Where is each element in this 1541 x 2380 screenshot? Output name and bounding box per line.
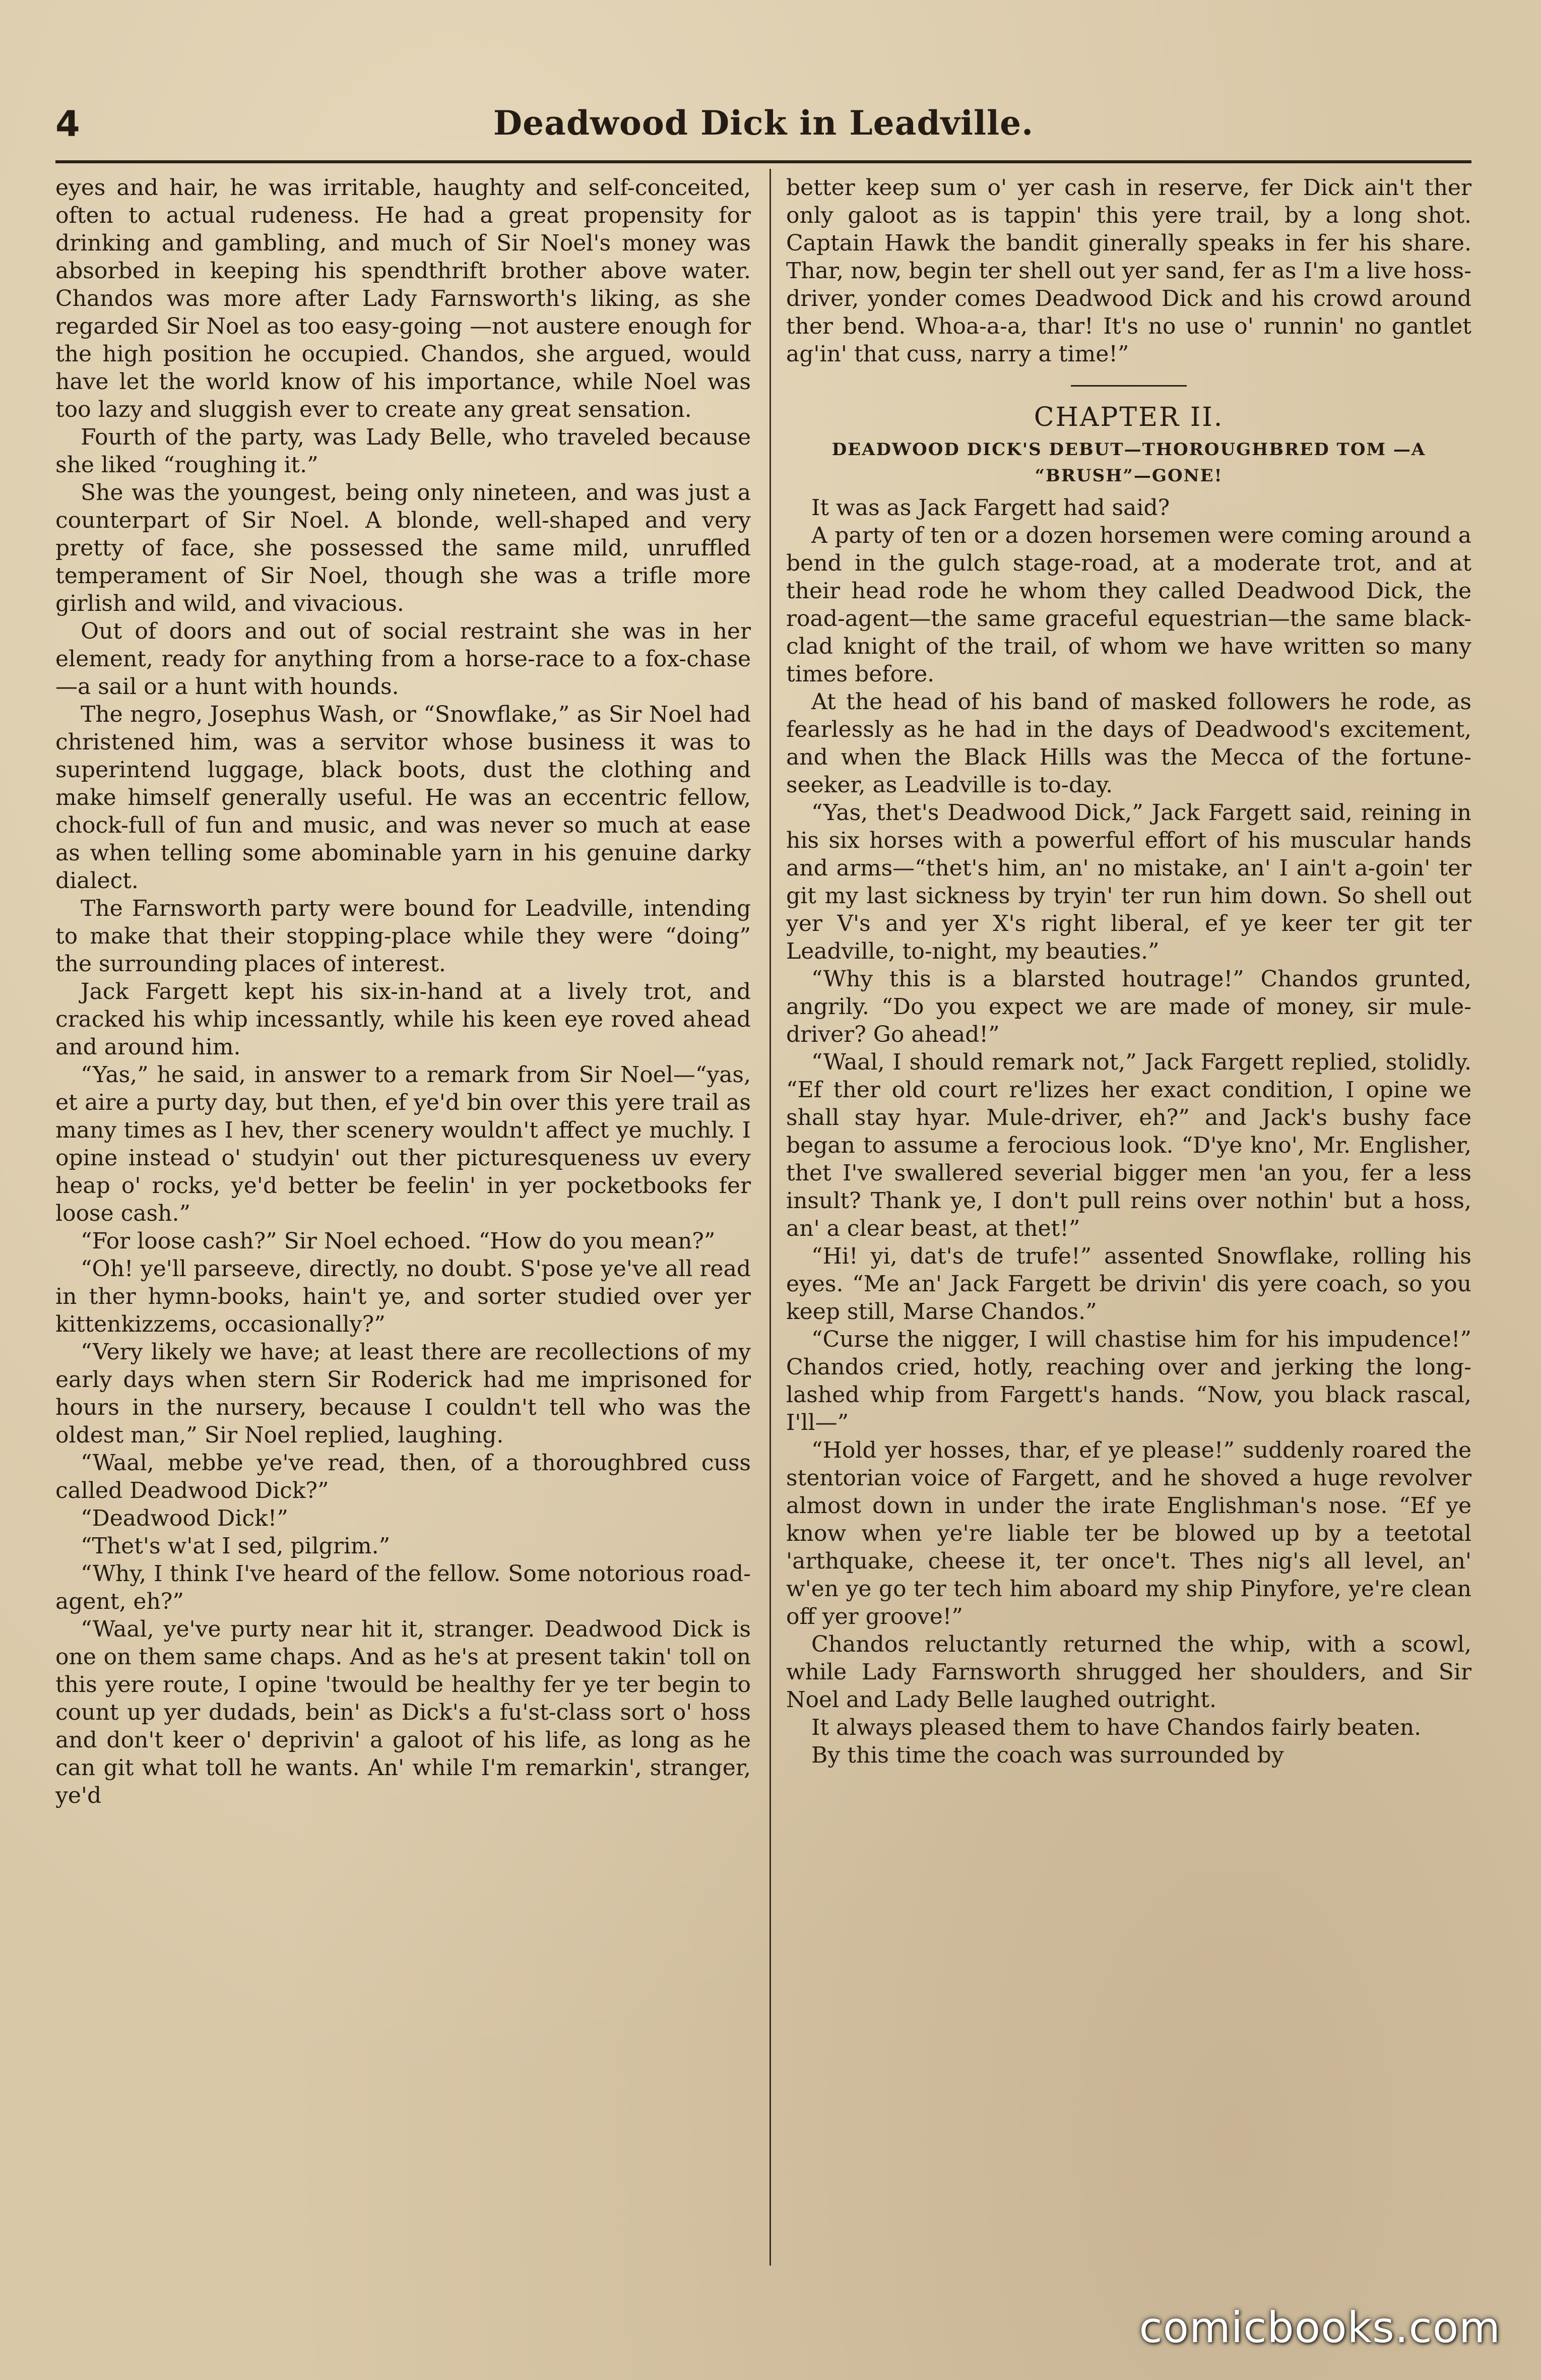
header-rule [55, 160, 1471, 163]
paragraph: By this time the coach was surrounded by [811, 1742, 1284, 1768]
left-column [55, 174, 751, 1809]
paragraph: “Oh! ye'll parseeve, directly, no doubt. S'pose ye've all read in ther hymn-books, hain't ye, and sorter studied over yer kittenkizzems, occasionally?” [55, 1256, 751, 1337]
page-header [55, 103, 1471, 164]
page-number: 4 [55, 103, 80, 145]
paragraph: A party of ten or a dozen horsemen were coming around a bend in the gulch stage-road, at a moderate trot, and at their head rode he whom they called Deadwood Dick, the road-agent—the same graceful equestrian—the same black-clad knight of the trail, of whom we have written so many times before. [786, 523, 1471, 687]
paragraph: “Hi! yi, dat's de trufe!” assented Snowflake, rolling his eyes. “Me an' Jack Fargett be drivin' dis yere coach, so you keep still, Marse Chandos.” [786, 1243, 1471, 1325]
paragraph: eyes and hair, he was irritable, haughty and self-conceited, often to actual rudeness. He had a great propensity for drinking and gambling, and much of Sir Noel's money was absorbed in keeping his spendthrift brother above water. Chandos was more after Lady Farnsworth's liking, as she regarded Sir Noel as too easy-going —not austere enough for the high position he occupied. Chandos, she argued, would have let the world know of his importance, while Noel was too lazy and sluggish ever to create any great sensation. [55, 175, 751, 422]
paragraph: “Waal, ye've purty near hit it, stranger. Deadwood Dick is one on them same chaps. And as he's at present takin' toll on this yere route, I opine 'twould be healthy fer ye ter begin to count up yer dudads, bein' as Dick's a fu'st-class sort o' hoss and don't keer o' deprivin' a galoot of his life, as long as he can git what toll he wants. An' while I'm remarkin', stranger, ye'd [55, 1616, 751, 1808]
paragraph: Fourth of the party, was Lady Belle, who traveled because she liked “roughing it.” [55, 424, 751, 478]
paragraph: The negro, Josephus Wash, or “Snowflake,” as Sir Noel had christened him, was a servitor whose business it was to superintend luggage, black boots, dust the clothing and make himself generally useful. He was an eccentric fellow, chock-full of fun and music, and was never so much at ease as when telling some abominable yarn in his genuine darky dialect. [55, 702, 751, 894]
paragraph: She was the youngest, being only nineteen, and was just a counterpart of Sir Noel. A blonde, well-shaped and very pretty of face, she possessed the same mild, unruffled temperament of Sir Noel, though she was a trifle more girlish and wild, and vivacious. [55, 480, 751, 616]
chapter-title: CHAPTER II. [1034, 402, 1224, 432]
watermark: comicbooks.com [1139, 2303, 1501, 2352]
paragraph: “Very likely we have; at least there are recollections of my early days when stern Sir Roderick had me imprisoned for hours in the nursery, because I couldn't tell who was the oldest man,” Sir Noel replied, laughing. [55, 1339, 751, 1448]
paragraph: “Waal, I should remark not,” Jack Fargett replied, stolidly. “Ef ther old court re'lizes her exact condition, I opine we shall stay hyar. Mule-driver, eh?” and Jack's bushy face began to assume a ferocious look. “D'ye kno', Mr. Englisher, thet I've swallered severial bigger men 'an you, fer a less insult? Thank ye, I don't pull reins over nothin' but a hoss, an' a clear beast, at thet!” [786, 1049, 1471, 1241]
paragraph: It always pleased them to have Chandos fairly beaten. [811, 1715, 1422, 1740]
paragraph: “Deadwood Dick!” [81, 1506, 288, 1531]
right-column [786, 174, 1471, 1769]
paragraph: “Yas, thet's Deadwood Dick,” Jack Fargett said, reining in his six horses with a powerful effort of his muscular hands and arms—“thet's him, an' no mistake, an' I ain't a-goin' ter git my last sickness by tryin' ter run him down. So shell out yer V's and yer X's right liberal, ef ye keer ter git ter Leadville, to-night, my beauties.” [786, 800, 1471, 964]
paragraph: It was as Jack Fargett had said? [811, 495, 1170, 521]
paragraph: Chandos reluctantly returned the whip, with a scowl, while Lady Farnsworth shrugged her shoulders, and Sir Noel and Lady Belle laughed outright. [786, 1632, 1471, 1713]
paragraph: “For loose cash?” Sir Noel echoed. “How do you mean?” [81, 1228, 716, 1254]
paragraph: Out of doors and out of social restraint she was in her element, ready for anything from a horse-race to a fox-chase—a sail or a hunt with hounds. [55, 618, 751, 700]
running-title: Deadwood Dick in Leadville. [493, 103, 1034, 143]
paragraph: At the head of his band of masked followers he rode, as fearlessly as he had in the days of Deadwood's excitement, and when the Black Hills was the Mecca of the fortune-seeker, as Leadville is to-day. [786, 689, 1471, 798]
paragraph: “Why this is a blarsted houtrage!” Chandos grunted, angrily. “Do you expect we are made of money, sir mule-driver? Go ahead!” [786, 966, 1471, 1047]
paragraph: The Farnsworth party were bound for Leadville, intending to make that their stopping-place while they were “doing” the surrounding places of interest. [55, 896, 751, 977]
paragraph: “Thet's w'at I sed, pilgrim.” [81, 1533, 391, 1559]
chapter-summary: DEADWOOD DICK'S DEBUT—THOROUGHBRED TOM —A “BRUSH”—GONE! [831, 440, 1426, 486]
section-rule [1071, 385, 1187, 387]
paragraph: “Curse the nigger, I will chastise him for his impudence!” Chandos cried, hotly, reaching over and jerking the long-lashed whip from Fargett's hands. “Now, you black rascal, I'll—” [786, 1327, 1471, 1435]
column-divider [769, 169, 771, 2266]
paragraph: “Yas,” he said, in answer to a remark from Sir Noel—“yas, et aire a purty day, but then, ef ye'd bin over this yere trail as many times as I hev, ther scenery wouldn't affect ye muchly. I opine instead o' studyin' out ther picturesqueness uv every heap o' rocks, ye'd better be feelin' in yer pocketbooks fer loose cash.” [55, 1062, 751, 1226]
paragraph: “Hold yer hosses, thar, ef ye please!” suddenly roared the stentorian voice of Fargett, and he shoved a huge revolver almost down in under the irate Englishman's nose. “Ef ye know when ye're liable ter be blowed up by a teetotal 'arthquake, cheese it, ter once't. Thes nig's all level, an' w'en ye go ter tech him aboard my ship Pinyfore, ye're clean off yer groove!” [786, 1437, 1471, 1630]
paragraph: better keep sum o' yer cash in reserve, fer Dick ain't ther only galoot as is tappin' this yere trail, by a long shot. Captain Hawk the bandit ginerally speaks in fer his share. Thar, now, begin ter shell out yer sand, fer as I'm a live hoss-driver, yonder comes Deadwood Dick and his crowd around ther bend. Whoa-a-a, thar! It's no use o' runnin' no gantlet ag'in' that cuss, narry a time!” [786, 175, 1471, 367]
paragraph: “Waal, mebbe ye've read, then, of a thoroughbred cuss called Deadwood Dick?” [55, 1450, 751, 1504]
paragraph: “Why, I think I've heard of the fellow. Some notorious road-agent, eh?” [55, 1561, 751, 1614]
paragraph: Jack Fargett kept his six-in-hand at a lively trot, and cracked his whip incessantly, while his keen eye roved ahead and around him. [55, 979, 751, 1060]
